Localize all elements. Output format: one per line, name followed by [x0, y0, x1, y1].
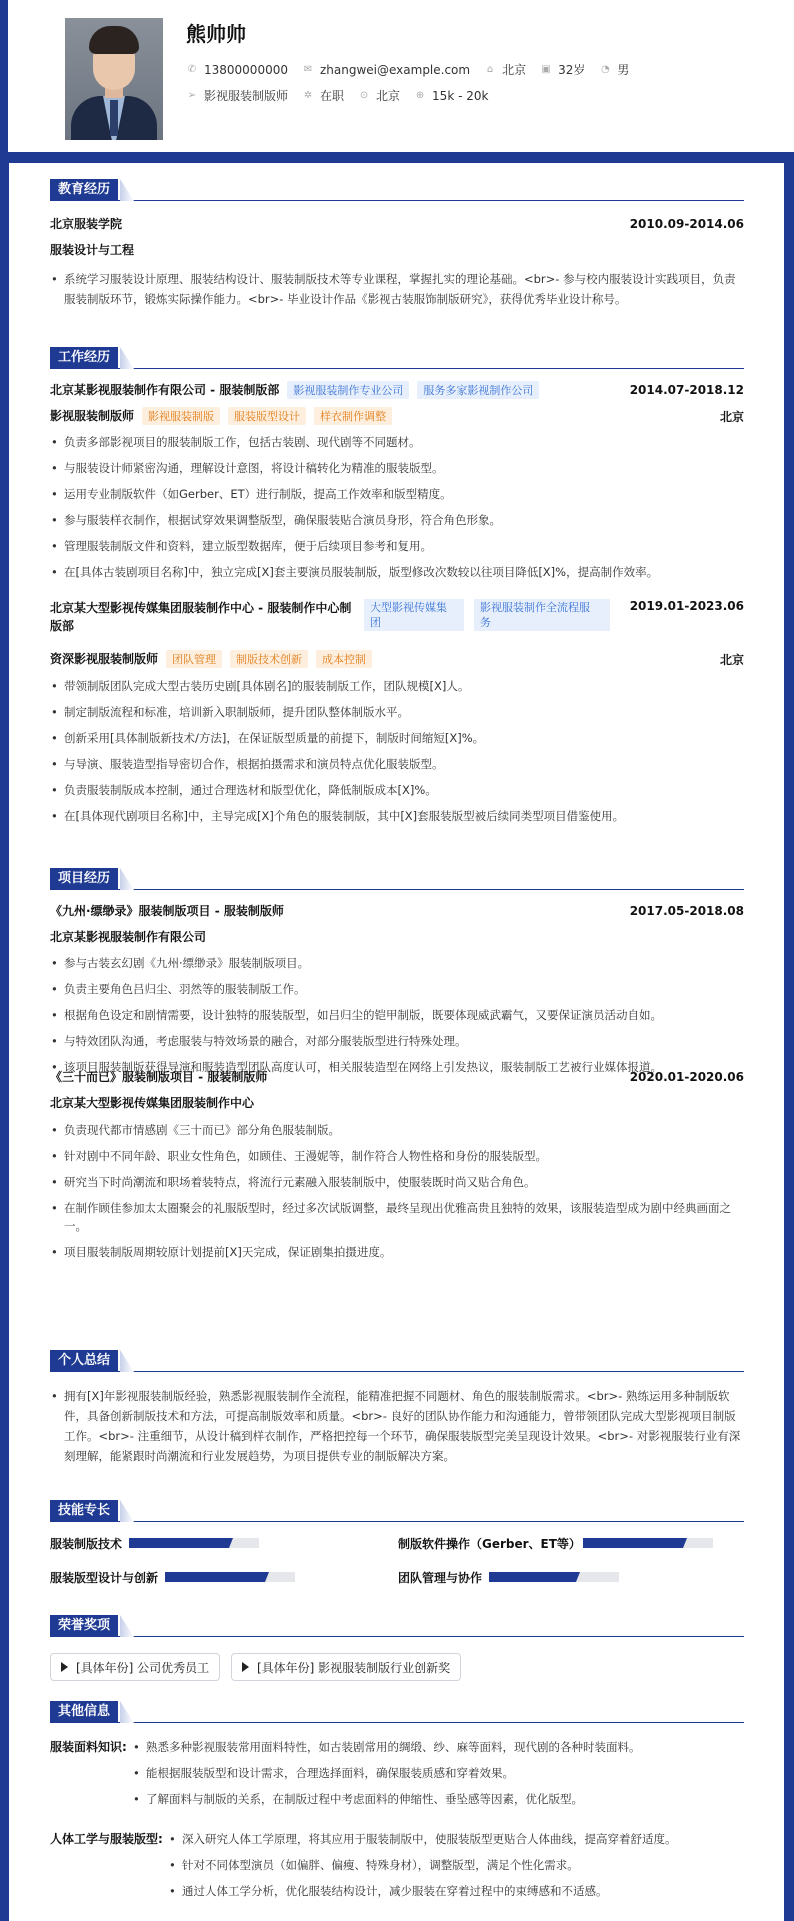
job-row	[186, 87, 502, 104]
other-section	[50, 1701, 744, 1898]
city: 北京	[719, 652, 744, 667]
award-chip: [具体年份] 影视服装制版行业创新奖	[231, 1653, 461, 1681]
list-item: • 针对不同体型演员（如偏胖、偏瘦、特殊身材），调整版型，满足个性化需求。	[168, 1856, 744, 1874]
city: 北京	[719, 409, 744, 424]
cake-icon: ▣	[541, 64, 551, 75]
profile-header	[0, 0, 794, 152]
skill-name: 制版软件操作（Gerber、ET等）	[398, 1537, 581, 1551]
gear-icon: ✲	[303, 90, 313, 101]
list-item: • 在[具体现代剧项目名称]中，主导完成[X]个角色的服装制版，其中[X]套服装版型被后续同类型项目借鉴使用。	[50, 807, 744, 825]
awards-section	[50, 1615, 744, 1675]
school: 北京服装学院	[50, 217, 123, 231]
list-item: • 在[具体古装剧项目名称]中，独立完成[X]套主要演员服装制版，版型修改次数较以往项目降低[X]%，提高制作效率。	[50, 563, 744, 581]
date: 2010.09-2014.06	[629, 216, 744, 231]
list-item: • 了解面料与制版的关系，在制版过程中考虑面料的伸缩性、垂坠感等因素，优化版型。	[132, 1790, 744, 1808]
project-items	[50, 954, 744, 1084]
list-item: • 负责多部影视项目的服装制版工作，包括古装剧、现代剧等不同题材。	[50, 433, 744, 451]
play-icon	[242, 1662, 249, 1672]
list-item: • 该项目服装制版获得导演和服装造型团队高度认可，相关服装造型在网络上引发热议，服装制版工艺被行业媒体报道。	[50, 1058, 744, 1076]
work-items	[50, 433, 744, 589]
send-icon: ➢	[187, 90, 197, 101]
city: 北京	[502, 63, 527, 77]
project-items	[50, 1121, 744, 1269]
skill-item	[50, 1535, 122, 1552]
phone-icon: ✆	[187, 64, 197, 75]
location-icon: ⊙	[359, 90, 369, 101]
skill-item	[398, 1535, 581, 1552]
role-tag: 服装版型设计	[228, 407, 306, 425]
skill-bar	[583, 1538, 713, 1548]
age: 32岁	[558, 63, 586, 77]
summary-section	[50, 1350, 744, 1463]
list-item: • 与特效团队沟通，考虑服装与特效场景的融合，对部分服装版型进行特殊处理。	[50, 1032, 744, 1050]
company-tag: 服务多家影视制作公司	[417, 381, 539, 399]
resume-body	[9, 163, 784, 1921]
list-item: • 创新采用[具体制版新技术/方法]，在保证版型质量的前提下，制版时间缩短[X]%。	[50, 729, 744, 747]
project-org: 北京某影视服装制作有限公司	[50, 930, 207, 944]
summary-text: • 拥有[X]年影视服装制版经验，熟悉影视服装制作全流程，能精准把握不同题材、角色的服装制版需求。<br>- 熟练运用多种制版软件，具备创新制版技术和方法，可提高制版效率和质量。<br>- 良好的团队协作能力和沟通能力，曾带领团队完成大型影视项目制版工作。<br>- 注重细节，从设计稿到样衣制作，严格把控每一个环节，确保服装版型完美呈现设计效果。<br>- 对影视服装行业有深刻理解，能紧跟时尚潮流和行业发展趋势，为项目提供专业的制版解决方案。	[50, 1386, 744, 1466]
company: 版部	[50, 619, 75, 633]
salary: 15k - 20k	[432, 88, 489, 103]
list-item: • 带领制版团队完成大型古装历史剧[具体剧名]的服装制版工作，团队规模[X]人。	[50, 677, 744, 695]
role: 影视服装制版师	[50, 409, 135, 423]
project-title: 《九州·缥缈录》服装制版项目 - 服装制版师	[50, 904, 284, 918]
list-item: • 负责主要角色吕归尘、羽然等的服装制版工作。	[50, 980, 744, 998]
company: 北京某大型影视传媒集团服装制作中心 - 服装制作中心制	[50, 601, 352, 615]
skill-bar	[165, 1572, 295, 1582]
skills-section	[50, 1500, 744, 1585]
position: 影视服装制版师	[204, 89, 289, 103]
list-item: • 熟悉多种影视服装常用面料特性，如古装剧常用的绸缎、纱、麻等面料，现代剧的各种时装面料。	[132, 1738, 744, 1756]
award-chip: [具体年份] 公司优秀员工	[50, 1653, 220, 1681]
list-item: • 参与古装玄幻剧《九州·缥缈录》服装制版项目。	[50, 954, 744, 972]
list-item: • 制定制版流程和标准，培训新入职制版师，提升团队整体制版水平。	[50, 703, 744, 721]
phone: 13800000000	[204, 62, 288, 77]
list-item: • 管理服装制版文件和资料，建立版型数据库，便于后续项目参考和复用。	[50, 537, 744, 555]
section-title: 工作经历	[50, 347, 118, 369]
projects-section	[50, 868, 744, 1259]
education-section	[50, 179, 744, 306]
skill-bar	[489, 1572, 619, 1582]
date: 2014.07-2018.12	[629, 383, 744, 397]
skill-name: 服装版型设计与创新	[50, 1571, 159, 1585]
company-tag: 影视服装制作专业公司	[287, 381, 409, 399]
list-item: • 能根据服装版型和设计需求，合理选择面料，确保服装质感和穿着效果。	[132, 1764, 744, 1782]
company-tag: 大型影视传媒集 团	[364, 599, 464, 631]
list-item: • 研究当下时尚潮流和职场着装特点，将流行元素融入服装制版中，使服装既时尚又贴合角色。	[50, 1173, 744, 1191]
list-item: • 通过人体工学分析，优化服装结构设计，减少服装在穿着过程中的束缚感和不适感。	[168, 1882, 744, 1900]
major: 服装设计与工程	[50, 243, 135, 257]
skill-bar	[129, 1538, 259, 1548]
section-title: 其他信息	[50, 1701, 118, 1723]
project-org: 北京某大型影视传媒集团服装制作中心	[50, 1096, 255, 1110]
list-item: • 在制作顾佳参加太太圈聚会的礼服版型时，经过多次试版调整，最终呈现出优雅高贵且独特的效果，该服装造型成为剧中经典画面之一。	[50, 1199, 744, 1235]
list-item: • 项目服装制版周期较原计划提前[X]天完成，保证剧集拍摄进度。	[50, 1243, 744, 1261]
mail-icon: ✉	[303, 64, 313, 75]
other-label: 人体工学与服装版型:	[50, 1832, 163, 1846]
role: 资深影视服装制版师	[50, 652, 159, 666]
section-title: 项目经历	[50, 868, 118, 890]
date: 2017.05-2018.08	[629, 903, 744, 918]
skill-name: 团队管理与协作	[398, 1571, 483, 1585]
list-item: • 运用专业制版软件（如Gerber、ET）进行制版，提高工作效率和版型精度。	[50, 485, 744, 503]
list-item: • 根据角色设定和剧情需要，设计独特的服装版型，如吕归尘的铠甲制版，既要体现威武霸气，又要保证演员活动自如。	[50, 1006, 744, 1024]
date: 2020.01-2020.06	[629, 1069, 744, 1084]
work-section	[50, 347, 744, 823]
skill-item	[50, 1569, 158, 1586]
gender: 男	[617, 63, 630, 77]
contact-row	[186, 61, 643, 78]
skill-name: 服装制版技术	[50, 1537, 123, 1551]
list-item: • 与导演、服装造型指导密切合作，根据拍摄需求和演员特点优化服装版型。	[50, 755, 744, 773]
project-title: 《三十而已》服装制版项目 - 服装制版师	[50, 1070, 268, 1084]
target-city: 北京	[376, 89, 401, 103]
education-desc: • 系统学习服装设计原理、服装结构设计、服装制版技术等专业课程，掌握扎实的理论基础。<br>- 参与校内服装设计实践项目，负责服装制版环节，锻炼实际操作能力。<br>- 毕业设计作品《影视古装服饰制版研究》，获得优秀毕业设计称号。	[50, 269, 744, 309]
work-items	[50, 677, 744, 833]
role-tag: 影视服装制版	[142, 407, 220, 425]
role-tag: 成本控制	[316, 650, 372, 668]
section-title: 荣誉奖项	[50, 1615, 118, 1637]
list-item: • 参与服装样衣制作，根据试穿效果调整版型，确保服装贴合演员身形，符合角色形象。	[50, 511, 744, 529]
list-item: • 针对剧中不同年龄、职业女性角色，如顾佳、王漫妮等，制作符合人物性格和身份的服装版型。	[50, 1147, 744, 1165]
other-items	[132, 1738, 744, 1816]
role-tag: 样衣制作调整	[314, 407, 392, 425]
other-label: 服装面料知识:	[50, 1740, 127, 1754]
date: 2019.01-2023.06	[629, 599, 744, 613]
list-item: • 与服装设计师紧密沟通，理解设计意图，将设计稿转化为精准的服装版型。	[50, 459, 744, 477]
company: 北京某影视服装制作有限公司 - 服装制版部	[50, 383, 280, 397]
list-item: • 负责服装制版成本控制，通过合理选材和版型优化，降低制版成本[X]%。	[50, 781, 744, 799]
section-title: 教育经历	[50, 179, 118, 201]
skill-item	[398, 1569, 482, 1586]
section-title: 个人总结	[50, 1350, 118, 1372]
section-title: 技能专长	[50, 1500, 118, 1522]
list-item: • 深入研究人体工学原理，将其应用于服装制版中，使服装版型更贴合人体曲线，提高穿着舒适度。	[168, 1830, 744, 1848]
home-icon: ⌂	[486, 64, 494, 75]
email: zhangwei@example.com	[319, 62, 471, 77]
role-tag: 制版技术创新	[230, 650, 308, 668]
gender-icon: ◔	[601, 64, 610, 75]
avatar	[65, 18, 163, 140]
status: 在职	[320, 89, 345, 103]
list-item: • 负责现代都市情感剧《三十而已》部分角色服装制版。	[50, 1121, 744, 1139]
other-items	[168, 1830, 744, 1908]
role-tag: 团队管理	[166, 650, 222, 668]
salary-icon: ⊕	[415, 90, 425, 101]
play-icon	[61, 1662, 68, 1672]
profile-name: 熊帅帅	[186, 22, 246, 46]
company-tag: 影视服装制作全流程服 务	[474, 599, 610, 631]
